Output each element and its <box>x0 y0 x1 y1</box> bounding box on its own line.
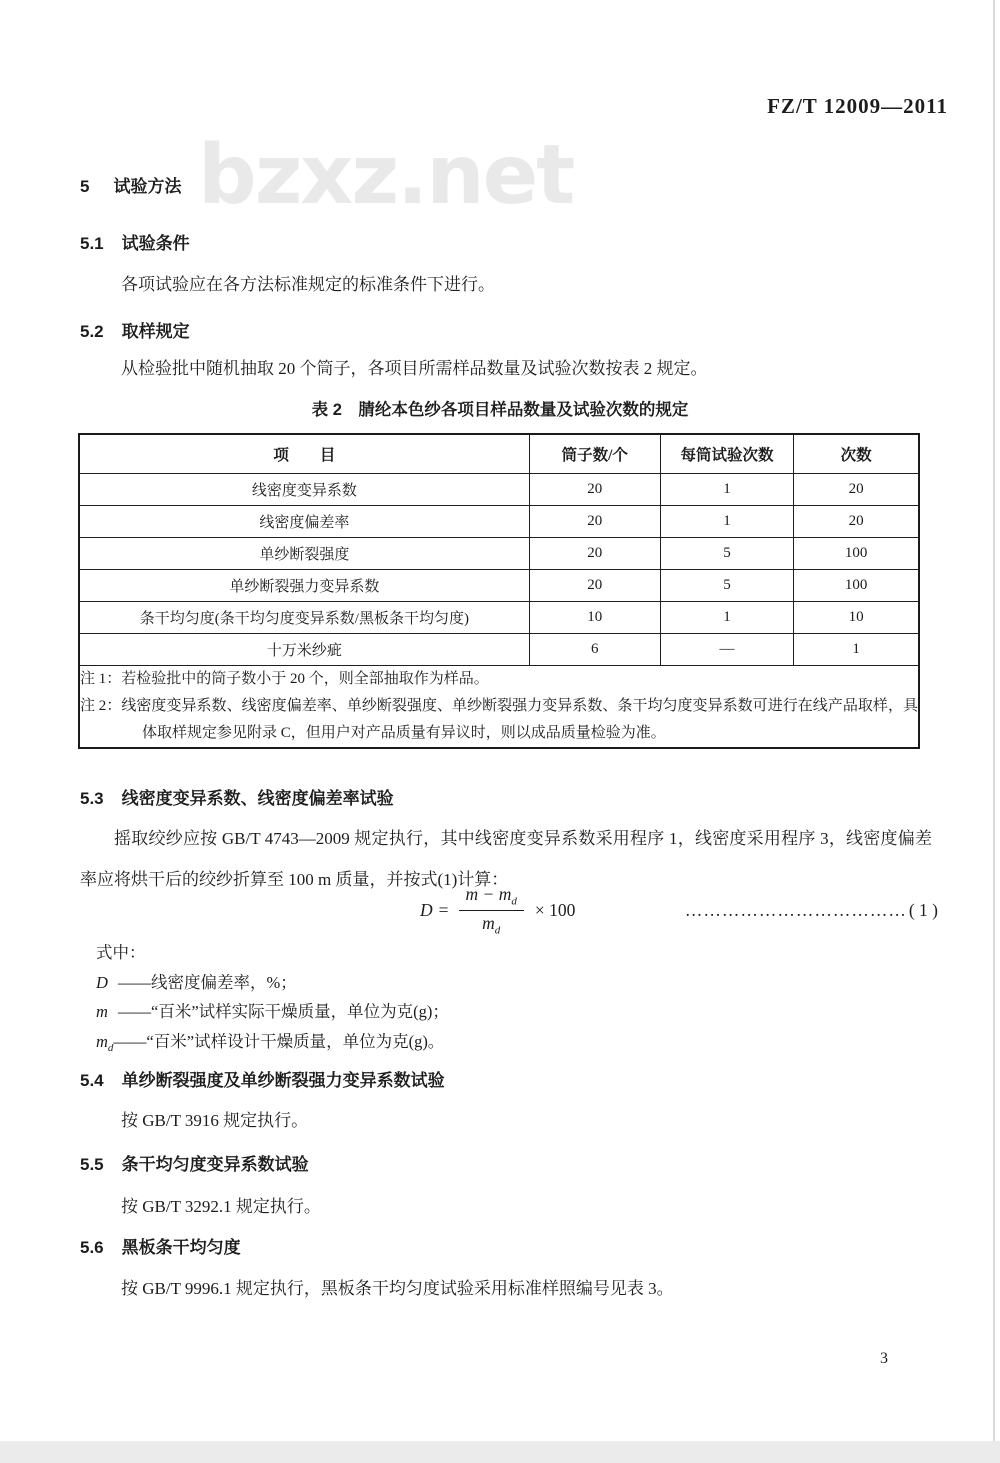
paragraph-5-6: 按 GB/T 9996.1 规定执行，黑板条干均匀度试验采用标准样照编号见表 3。 <box>121 1279 674 1298</box>
cell-value: 1 <box>794 634 919 666</box>
col-header-times: 次数 <box>794 434 919 474</box>
cell-value: 1 <box>660 474 794 506</box>
section-5-2-heading <box>80 317 190 342</box>
note-label: 注 1： <box>80 671 122 687</box>
section-title: 条干均匀度变异系数试验 <box>121 1155 309 1174</box>
cell-item: 线密度偏差率 <box>79 506 529 538</box>
cell-value: 20 <box>794 474 919 506</box>
cell-value: 10 <box>529 602 660 634</box>
section-5-6-heading <box>80 1233 241 1258</box>
note-text: 线密度变异系数、线密度偏差率、单纱断裂强度、单纱断裂强力变异系数、条干均匀度变异系数可进行在线产品取样，具体取样规定参见附录 C，但用户对产品质量有异议时，则以成品质量检验为准。 <box>121 698 918 741</box>
section-title: 试验条件 <box>121 234 190 253</box>
paragraph-5-3: 摇取绞纱应按 GB/T 4743—2009 规定执行，其中线密度变异系数采用程序 1，线密度采用程序 3，线密度偏差率应将烘干后的绞纱折算至 100 m 质量，并按式(1)计算： <box>80 829 932 889</box>
paragraph-5-4: 按 GB/T 3916 规定执行。 <box>121 1111 309 1130</box>
fraction <box>459 884 524 936</box>
section-number: 5.1 <box>80 234 104 253</box>
cell-value: 1 <box>660 506 794 538</box>
cell-value: 1 <box>660 602 794 634</box>
table-row <box>79 570 919 602</box>
formula-1 <box>0 884 938 936</box>
scan-edge-bottom <box>0 1441 1000 1463</box>
section-title: 线密度变异系数、线密度偏差率试验 <box>121 789 394 808</box>
cell-item: 十万米纱疵 <box>79 634 529 666</box>
section-5-5-heading <box>80 1150 309 1175</box>
symbol-definitions <box>96 938 449 1063</box>
cell-value: 5 <box>660 538 794 570</box>
col-header-item: 项 目 <box>79 434 529 474</box>
paragraph-5-1: 各项试验应在各方法标准规定的标准条件下进行。 <box>121 275 495 294</box>
cell-value: 5 <box>660 570 794 602</box>
section-number: 5.2 <box>80 322 104 341</box>
section-title: 试验方法 <box>113 177 182 196</box>
table-row <box>79 538 919 570</box>
cell-item: 条干均匀度(条干均匀度变异系数/黑板条干均匀度) <box>79 602 529 634</box>
section-number: 5.3 <box>80 789 104 808</box>
scan-edge-right <box>993 0 995 1441</box>
section-number: 5.6 <box>80 1238 104 1257</box>
section-number: 5 <box>80 177 90 196</box>
cell-value: 10 <box>794 602 919 634</box>
formula-dot-leader: ……………………………… <box>684 899 907 920</box>
note-text: 若检验批中的筒子数小于 20 个，则全部抽取作为样品。 <box>121 671 489 687</box>
cell-value: 100 <box>794 538 919 570</box>
cell-value: 20 <box>529 538 660 570</box>
cell-item: 单纱断裂强度 <box>79 538 529 570</box>
table-row <box>79 602 919 634</box>
section-5-heading <box>80 172 181 197</box>
table-header-row <box>79 434 919 474</box>
table-note-1 <box>80 666 918 693</box>
symbol-line-m: m ——“百米”试样实际干燥质量，单位为克(g)； <box>96 1002 449 1021</box>
formula-lhs: D <box>420 899 433 920</box>
cell-value: 20 <box>529 506 660 538</box>
table-row <box>79 506 919 538</box>
col-header-cylinders: 筒子数/个 <box>529 434 660 474</box>
fraction-numerator: $m - m_d$ <box>459 884 524 911</box>
equals-sign: = <box>438 899 449 920</box>
section-5-3-heading <box>80 784 394 809</box>
symbol-line-md: $m_d——“$百米”试样设计干燥质量，单位为克(g)。 <box>96 1031 445 1054</box>
formula-number: ( 1 ) <box>908 899 938 920</box>
symbol-line-D: D ——线密度偏差率，%； <box>96 972 297 992</box>
cell-value: 20 <box>529 570 660 602</box>
cell-value: 6 <box>529 634 660 666</box>
section-title: 单纱断裂强度及单纱断裂强力变异系数试验 <box>121 1071 445 1090</box>
table-note-2 <box>80 693 918 747</box>
site-watermark: bzxz.net <box>198 128 574 223</box>
fraction-denominator: $m_d$ <box>482 912 501 936</box>
section-number: 5.4 <box>80 1071 104 1090</box>
section-title: 黑板条干均匀度 <box>121 1238 241 1257</box>
paragraph-5-2: 从检验批中随机抽取 20 个筒子，各项目所需样品数量及试验次数按表 2 规定。 <box>121 359 708 378</box>
cell-item: 线密度变异系数 <box>79 474 529 506</box>
cell-item: 单纱断裂强力变异系数 <box>79 570 529 602</box>
page-number: 3 <box>880 1350 888 1367</box>
table-notes-row <box>79 666 919 749</box>
table-2-caption: 表 2 腈纶本色纱各项目样品数量及试验次数的规定 <box>311 401 689 419</box>
times-100: × 100 <box>534 899 576 920</box>
standard-code: FZ/T 12009—2011 <box>767 94 948 118</box>
cell-value: 20 <box>529 474 660 506</box>
note-label: 注 2： <box>80 698 122 714</box>
section-5-1-heading <box>80 229 190 254</box>
paragraph-5-5: 按 GB/T 3292.1 规定执行。 <box>121 1197 321 1216</box>
table-row <box>79 634 919 666</box>
table-row <box>79 474 919 506</box>
section-5-4-heading <box>80 1066 445 1091</box>
table-2 <box>78 433 920 749</box>
cell-value: — <box>660 634 794 666</box>
col-header-tests-per-cylinder: 每筒试验次数 <box>660 434 794 474</box>
cell-value: 100 <box>794 570 919 602</box>
symbols-intro: 式中： <box>96 943 146 962</box>
section-number: 5.5 <box>80 1155 104 1174</box>
cell-value: 20 <box>794 506 919 538</box>
section-title: 取样规定 <box>121 322 190 341</box>
